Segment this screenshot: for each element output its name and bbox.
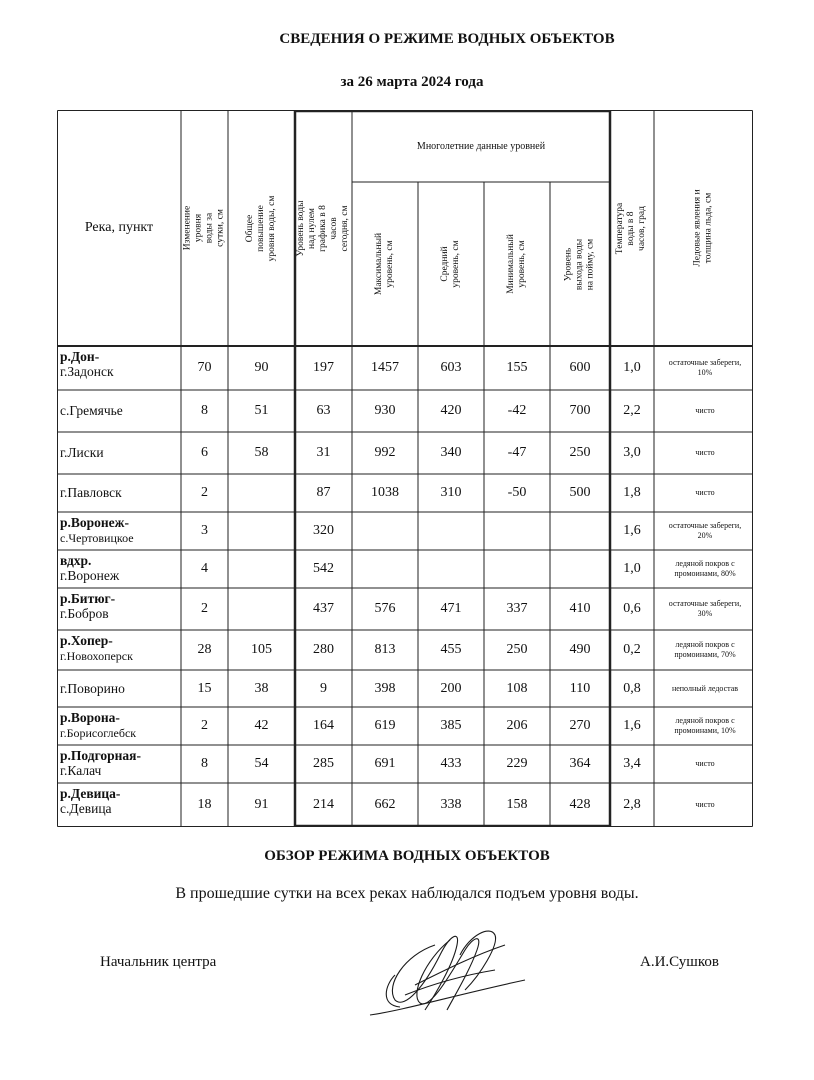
cell-total [228, 550, 295, 588]
river-name: р.Битюг- [60, 591, 116, 606]
cell-change: 8 [201, 403, 208, 418]
cell-max: 1038 [371, 485, 399, 500]
cell-max: 662 [374, 797, 396, 812]
cell-ice: остаточные забереги, 10% [668, 358, 742, 377]
cell-change: 2 [201, 718, 208, 733]
river-point-cell [60, 403, 180, 418]
cell-temp: 1,8 [623, 485, 641, 500]
cell-change: 15 [197, 680, 212, 696]
river-point-cell [60, 710, 180, 741]
cell-flood: 110 [569, 680, 591, 696]
river-point-cell [60, 445, 180, 460]
cell-temp: 0,8 [623, 680, 641, 696]
cell-total: 38 [254, 680, 269, 696]
cell-flood: 364 [569, 756, 591, 771]
cell-level: 9 [320, 680, 327, 696]
cell-avg: 338 [440, 797, 462, 812]
cell-min: 108 [506, 680, 528, 696]
cell-ice: чисто [695, 488, 715, 497]
cell-temp: 3,4 [623, 756, 641, 771]
cell-temp: 1,6 [623, 718, 641, 733]
cell-flood [550, 550, 610, 588]
cell-flood: 250 [569, 445, 591, 460]
header-max-level: Максимальный уровень, см [374, 232, 395, 296]
cell-ice: ледяной покров с промоинами, 80% [674, 559, 736, 578]
cell-total: 54 [254, 756, 269, 771]
cell-total: 90 [254, 360, 269, 375]
river-name: вдхр. [60, 553, 92, 568]
river-name: р.Хопер- [60, 633, 113, 648]
station-name: г.Новохоперск [60, 649, 133, 663]
cell-max [352, 550, 418, 588]
cell-max: 930 [374, 403, 396, 418]
cell-level: 437 [313, 601, 334, 616]
cell-temp: 1,0 [623, 561, 641, 576]
cell-max: 992 [374, 445, 396, 460]
cell-flood: 270 [569, 718, 591, 733]
review-text: В прошедшие сутки на всех реках наблюдался подъем уровня воды. [175, 885, 639, 902]
cell-temp: 2,8 [623, 797, 641, 812]
header-water-level: Уровень воды над нулем графика в 8 часов сегодня, см [296, 200, 350, 256]
station-name: с.Чертовицкое [60, 531, 134, 545]
header-daily-change: Изменение уровня воды за сутки, см [182, 205, 226, 251]
cell-flood [550, 512, 610, 550]
river-name: р.Дон- [60, 349, 100, 364]
river-point-cell [60, 349, 180, 379]
cell-total: 91 [254, 797, 269, 812]
cell-min: -42 [507, 403, 527, 418]
cell-change: 28 [197, 642, 212, 657]
cell-level: 285 [313, 756, 334, 771]
cell-ice: чисто [695, 800, 715, 809]
cell-min [484, 512, 550, 550]
water-regime-table [57, 110, 753, 827]
signer-position: Начальник центра [100, 954, 217, 970]
header-river-point: Река, пункт [84, 220, 154, 235]
header-total-rise: Общее повышение уровня воды, см [245, 195, 277, 261]
cell-ice: остаточные забереги, 30% [668, 599, 742, 618]
river-point-cell [60, 553, 180, 583]
cell-max: 576 [374, 601, 396, 616]
cell-avg: 420 [440, 403, 462, 418]
river-point-cell [60, 681, 180, 696]
cell-avg: 200 [440, 680, 462, 696]
cell-flood: 490 [569, 642, 591, 657]
header-water-temp: Температура воды в 8 часов, град [615, 202, 648, 254]
cell-change: 70 [197, 360, 212, 375]
cell-temp: 1,0 [623, 360, 641, 375]
cell-max: 691 [374, 756, 396, 771]
station-name: г.Лиски [60, 445, 104, 460]
station-name: г.Воронеж [60, 568, 120, 583]
cell-ice: чисто [695, 448, 715, 457]
cell-avg: 433 [440, 756, 462, 771]
river-point-cell [60, 485, 180, 500]
cell-min: 206 [506, 718, 528, 733]
cell-min [484, 550, 550, 588]
cell-change: 2 [201, 485, 208, 500]
cell-min: -50 [507, 485, 527, 500]
cell-level: 280 [313, 642, 334, 657]
cell-min: 155 [506, 360, 528, 375]
cell-ice: неполный ледостав [671, 683, 739, 693]
cell-level: 214 [313, 797, 334, 812]
cell-total [228, 588, 295, 630]
signature-image [365, 915, 535, 1025]
station-name: г.Павловск [60, 485, 122, 500]
cell-change: 8 [201, 756, 208, 771]
cell-ice: остаточные забереги, 20% [668, 521, 742, 540]
cell-max: 619 [374, 718, 396, 733]
document-title: СВЕДЕНИЯ О РЕЖИМЕ ВОДНЫХ ОБЪЕКТОВ [279, 31, 615, 47]
cell-ice: ледяной покров с промоинами, 70% [674, 640, 736, 659]
cell-change: 2 [201, 601, 208, 616]
cell-min: 158 [506, 797, 528, 812]
cell-max: 398 [374, 680, 396, 696]
station-name: с.Гремячье [60, 403, 123, 418]
review-title: ОБЗОР РЕЖИМА ВОДНЫХ ОБЪЕКТОВ [264, 848, 550, 864]
cell-avg [418, 512, 484, 550]
river-point-cell [60, 633, 180, 664]
cell-ice: чисто [695, 406, 715, 415]
document-date: за 26 марта 2024 года [340, 74, 484, 90]
cell-level: 164 [313, 718, 334, 733]
cell-flood: 410 [569, 601, 591, 616]
station-name: г.Бобров [60, 606, 109, 621]
header-longterm-data: Многолетние данные уровней [416, 140, 546, 152]
cell-temp: 0,2 [623, 642, 641, 657]
station-name: г.Борисоглебск [60, 726, 137, 740]
cell-min: 250 [506, 642, 528, 657]
river-name: р.Подгорная- [60, 748, 141, 763]
cell-avg: 455 [440, 642, 462, 657]
cell-min: 337 [506, 601, 528, 616]
station-name: с.Девица [60, 801, 112, 816]
river-point-cell [60, 515, 180, 546]
river-point-cell [60, 748, 180, 778]
cell-total: 105 [251, 642, 272, 657]
river-name: р.Ворона- [60, 710, 120, 725]
station-name: г.Поворино [60, 680, 125, 696]
cell-max: 813 [374, 642, 396, 657]
cell-avg: 340 [440, 445, 462, 460]
cell-flood: 600 [569, 360, 591, 375]
cell-avg: 471 [440, 601, 462, 616]
cell-total [228, 512, 295, 550]
cell-level: 197 [313, 360, 334, 375]
cell-flood: 700 [569, 403, 591, 418]
cell-max [352, 512, 418, 550]
cell-avg: 310 [440, 485, 462, 500]
cell-total: 58 [254, 445, 269, 460]
cell-max: 1457 [371, 360, 399, 375]
cell-ice: ледяной покров с промоинами, 10% [674, 716, 736, 735]
cell-temp: 3,0 [623, 445, 641, 460]
cell-total: 42 [254, 718, 269, 733]
station-name: г.Калач [60, 763, 102, 778]
river-point-cell [60, 591, 180, 621]
cell-ice: чисто [695, 759, 715, 768]
station-name: г.Задонск [60, 364, 114, 379]
cell-avg: 385 [440, 718, 462, 733]
cell-total: 51 [254, 403, 269, 418]
cell-avg: 603 [440, 360, 462, 375]
cell-level: 63 [316, 403, 331, 418]
header-avg-level: Средний уровень, см [440, 240, 461, 288]
river-name: р.Девица- [60, 786, 121, 801]
header-ice: Ледовые явления и толщина льда, см [692, 189, 714, 267]
header-min-level: Минимальный уровень, см [506, 234, 527, 294]
cell-change: 6 [201, 445, 208, 460]
cell-temp: 0,6 [623, 601, 641, 616]
cell-flood: 500 [569, 485, 591, 500]
cell-level: 87 [316, 485, 331, 500]
river-name: р.Воронеж- [60, 515, 129, 530]
cell-change: 18 [197, 797, 212, 812]
cell-change: 4 [201, 561, 208, 576]
river-point-cell [60, 786, 180, 816]
signer-name: А.И.Сушков [640, 954, 719, 970]
cell-level: 31 [316, 445, 331, 460]
cell-temp: 2,2 [623, 403, 641, 418]
cell-total [228, 474, 295, 512]
header-flood-level: Уровень выхода воды на пойму, см [563, 238, 596, 290]
cell-avg [418, 550, 484, 588]
cell-temp: 1,6 [623, 523, 641, 538]
cell-flood: 428 [569, 797, 591, 812]
cell-level: 542 [313, 561, 334, 576]
cell-level: 320 [313, 523, 334, 538]
cell-change: 3 [201, 523, 208, 538]
cell-min: -47 [507, 445, 527, 460]
cell-min: 229 [506, 756, 528, 771]
